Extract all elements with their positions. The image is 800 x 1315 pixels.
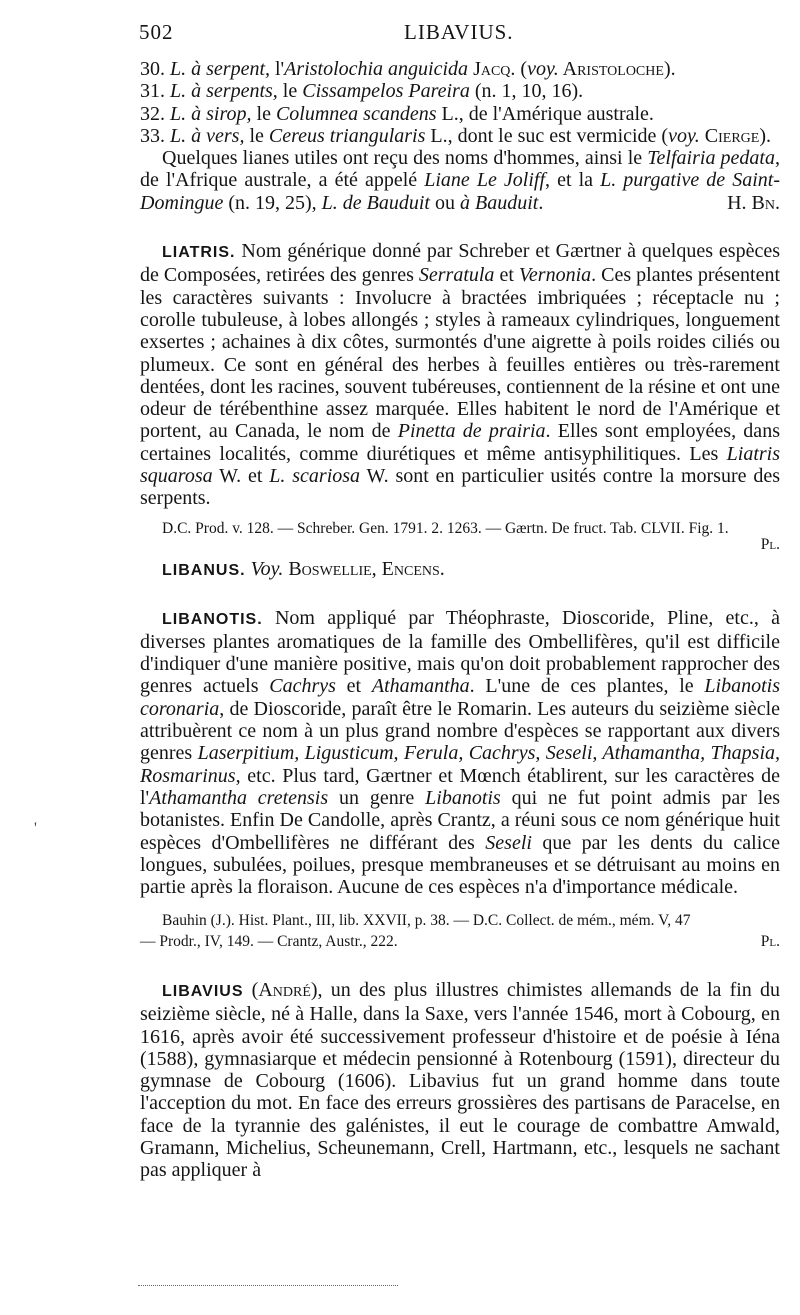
spacer xyxy=(140,583,780,607)
entry-number: 33. xyxy=(140,124,165,147)
entry-see: voy. xyxy=(527,58,559,80)
genus-name: Seseli xyxy=(485,831,532,854)
text: qui ne fut point admis par les botanistes. Enfin De Candolle, après Crantz, a réuni sous ce nom générique huit espèces d'Ombellifères ne différant des xyxy=(140,786,780,854)
bibliography: Bauhin (J.). Hist. Plant., III, lib. XXVII, p. 38. — D.C. Collect. de mém., mém. V, 47 xyxy=(162,912,691,930)
entry-text: ). xyxy=(663,58,676,80)
spacer xyxy=(140,953,780,979)
list-item xyxy=(140,58,780,80)
genus-name: Libanotis xyxy=(425,786,501,809)
genus-name: Vernonia xyxy=(518,264,592,287)
plant-name: Liane Le Joliff xyxy=(424,169,546,192)
headword: LIBANUS. xyxy=(162,562,246,580)
entry-name: L. à sirop, xyxy=(170,102,252,125)
plant-name: Pinetta de prairia xyxy=(397,420,546,443)
entry-reference: 1, 10, 16 xyxy=(496,80,572,103)
text: Nom appliqué par Théophraste, Dioscoride, Pline, etc., à diverses plantes aromatiques de la famille des Ombellifères, qu'il est difficile d'indiquer d'une manière positive, mais qu'on doit probablement rapprocher des genres actuels xyxy=(140,606,780,698)
entry-scientific-name: Aristolochia anguicida xyxy=(284,58,469,80)
article-liatris xyxy=(140,240,780,510)
plant-name: L. de Bauduit xyxy=(321,191,430,214)
entry-text: le xyxy=(251,102,276,125)
text: . L'une de ces plantes, le xyxy=(469,675,705,698)
text: que par les dents du calice longues, subulées, poilues, presque membraneuses et se détruisant au moins en partie après la floraison. Aucune de ces espèces n'a d'importance médicale. xyxy=(140,831,781,899)
entry-text: Jacq. ( xyxy=(468,58,528,80)
entry-text: le xyxy=(244,124,269,147)
entry-text: l' xyxy=(270,58,285,80)
entry-name: L. à vers, xyxy=(170,124,245,147)
page-header xyxy=(0,12,800,48)
text: . Elles sont employées, dans certaines localités, comme diurétiques et même antisyphilitiques. Les xyxy=(140,420,780,465)
author-signature: Pl. xyxy=(760,932,780,950)
entry-text: le xyxy=(277,80,303,103)
scientific-name: L. scariosa xyxy=(269,465,361,488)
text: , de l'Afrique australe, a été appelé xyxy=(140,147,780,192)
text: un genre xyxy=(328,786,426,809)
bibliography: D.C. Prod. v. 128. — Schreber. Gen. 1791. 2. 1263. — Gærtn. De fruct. Tab. CLVII. Fig. 1. xyxy=(162,519,729,537)
genus-list: Laserpitium, Ligusticum, Ferula, Cachrys, Seseli, Athamantha, Thapsia, Rosmarinus xyxy=(140,742,780,787)
entry-scientific-name: Cereus triangularis xyxy=(268,124,426,147)
footer-rule xyxy=(138,1284,398,1286)
entry-see: voy. xyxy=(668,124,700,147)
entry-text: ). xyxy=(759,124,771,147)
list-item xyxy=(140,103,780,125)
article-libanotis xyxy=(140,607,780,899)
entry-text: L., dont le suc est vermicide ( xyxy=(425,124,669,147)
author-signature: Pl. xyxy=(760,535,780,553)
entry-text: L., de l'Amérique australe. xyxy=(436,102,654,125)
paragraph-lianes xyxy=(140,147,780,214)
text: Quelques lianes utiles ont reçu des noms d'hommes, ainsi le xyxy=(162,147,648,170)
text: (n. 19, 25), xyxy=(223,191,322,214)
scientific-name: Libanotis coronaria xyxy=(140,675,780,720)
margin-mark: ' xyxy=(34,820,37,837)
article-libavius xyxy=(140,979,780,1182)
entry-reference: Aristoloche xyxy=(558,58,664,80)
bibliography-text: — Prodr., IV, 149. — Crantz, Austr., 222. xyxy=(140,932,398,950)
genus-name: Cachrys xyxy=(269,675,336,698)
text: , etc. Plus tard, Gærtner et Mœnch établirent, sur les caractères de l' xyxy=(140,764,780,809)
running-title: LIBAVIUS. xyxy=(404,20,514,44)
page-body xyxy=(140,58,780,1182)
headword: LIATRIS. xyxy=(162,244,236,262)
plant-name: à Bauduit xyxy=(460,191,539,214)
author-signature: H. Bn. xyxy=(727,191,780,214)
see-reference: Voy. xyxy=(250,558,284,581)
text: , et la xyxy=(545,169,601,192)
entry-number: 30. xyxy=(140,58,165,80)
text: Nom générique donné par Schreber et Gærtner à quelques espèces de Composées, retirées des genres xyxy=(140,240,780,287)
cross-reference: Boswellie, Encens. xyxy=(288,558,445,581)
text: un des plus illustres chimistes allemands de la fin du seizième siècle, né à Halle, dans la Saxe, vers l'année 1546, mort à Cobourg, en 1616, après avoir été successivement professeur d'histoire et de poésie à Iéna (1588), gymnasiarque et médecin pensionné à Rotenbourg (1591), directeur du gymnase de Cobourg (1606). Libavius fut un grand homme dans toute l'acception du mot. En face des erreurs grossières des partisans de Paracelse, en face de la tyrannie des galénistes, il eut le courage de combattre Amwald, Gramann, Michelius, Scheunemann, Crell, Hartmann, etc., lesquels ne sachant pas appliquer à xyxy=(140,978,780,1182)
text: et xyxy=(494,264,519,287)
text: W. sont en particulier usités contre la morsure des serpents. xyxy=(140,465,780,510)
entry-text: ). xyxy=(571,80,584,103)
list-item xyxy=(140,80,780,102)
headword: LIBAVIUS xyxy=(162,982,244,1000)
entry-reference: Cierge xyxy=(699,124,760,147)
author-forename: (André), xyxy=(243,978,323,1001)
text: , de Dioscoride, paraît être le Romarin. Les auteurs du seizième siècle attribuèrent ce nom à un plus grand nombre d'espèces se rapportant aux divers genres xyxy=(140,697,780,765)
entry-name: L. à serpent, xyxy=(170,58,270,80)
genus-name: Athamantha xyxy=(371,675,470,698)
entry-scientific-name: Cissampelos Pareira xyxy=(302,80,470,103)
genus-name: Serratula xyxy=(418,264,495,287)
scientific-name: Liatris squarosa xyxy=(140,442,780,488)
scientific-name: Athamantha cretensis xyxy=(149,786,329,809)
text: et xyxy=(335,675,372,698)
text: . xyxy=(538,191,544,214)
list-item xyxy=(140,125,780,147)
article-libanus xyxy=(140,558,780,582)
spacer xyxy=(140,214,780,240)
scientific-name: Telfairia pedata xyxy=(647,147,775,170)
entry-text: ( xyxy=(469,80,482,103)
entry-number: 31. xyxy=(140,80,165,103)
text: ou xyxy=(430,191,460,214)
entry-name: L. à serpents, xyxy=(170,80,278,103)
entry-see: n. xyxy=(481,80,497,103)
text: . Ces plantes présentent les caractères suivants : Involucre à bractées imbriquées ; réceptacle nu ; corolle tubuleuse, à lobes allongés ; styles à rameaux cylindriques, longuement exsertes ; achaines à dix côtes, surmontés d'une aigrette à poils roides ciliés ou plumeux. Ce sont en général des herbes à feuilles entières ou très-rarement dentées, dont les racines, souvent tubéreuses, contiennent de la résine et ont une odeur de térébenthine assez marquée. Elles habitent le nord de l'Amérique et portent, au Canada, le nom de xyxy=(140,264,781,443)
page-number: 502 xyxy=(139,20,174,44)
headword: LIBANOTIS. xyxy=(162,610,263,628)
plant-name: L. purgative de Saint-Domingue xyxy=(140,169,780,214)
entry-number: 32. xyxy=(140,102,165,125)
entry-scientific-name: Columnea scandens xyxy=(275,102,437,125)
text: W. et xyxy=(212,465,270,488)
bibliography-continued xyxy=(140,931,780,953)
